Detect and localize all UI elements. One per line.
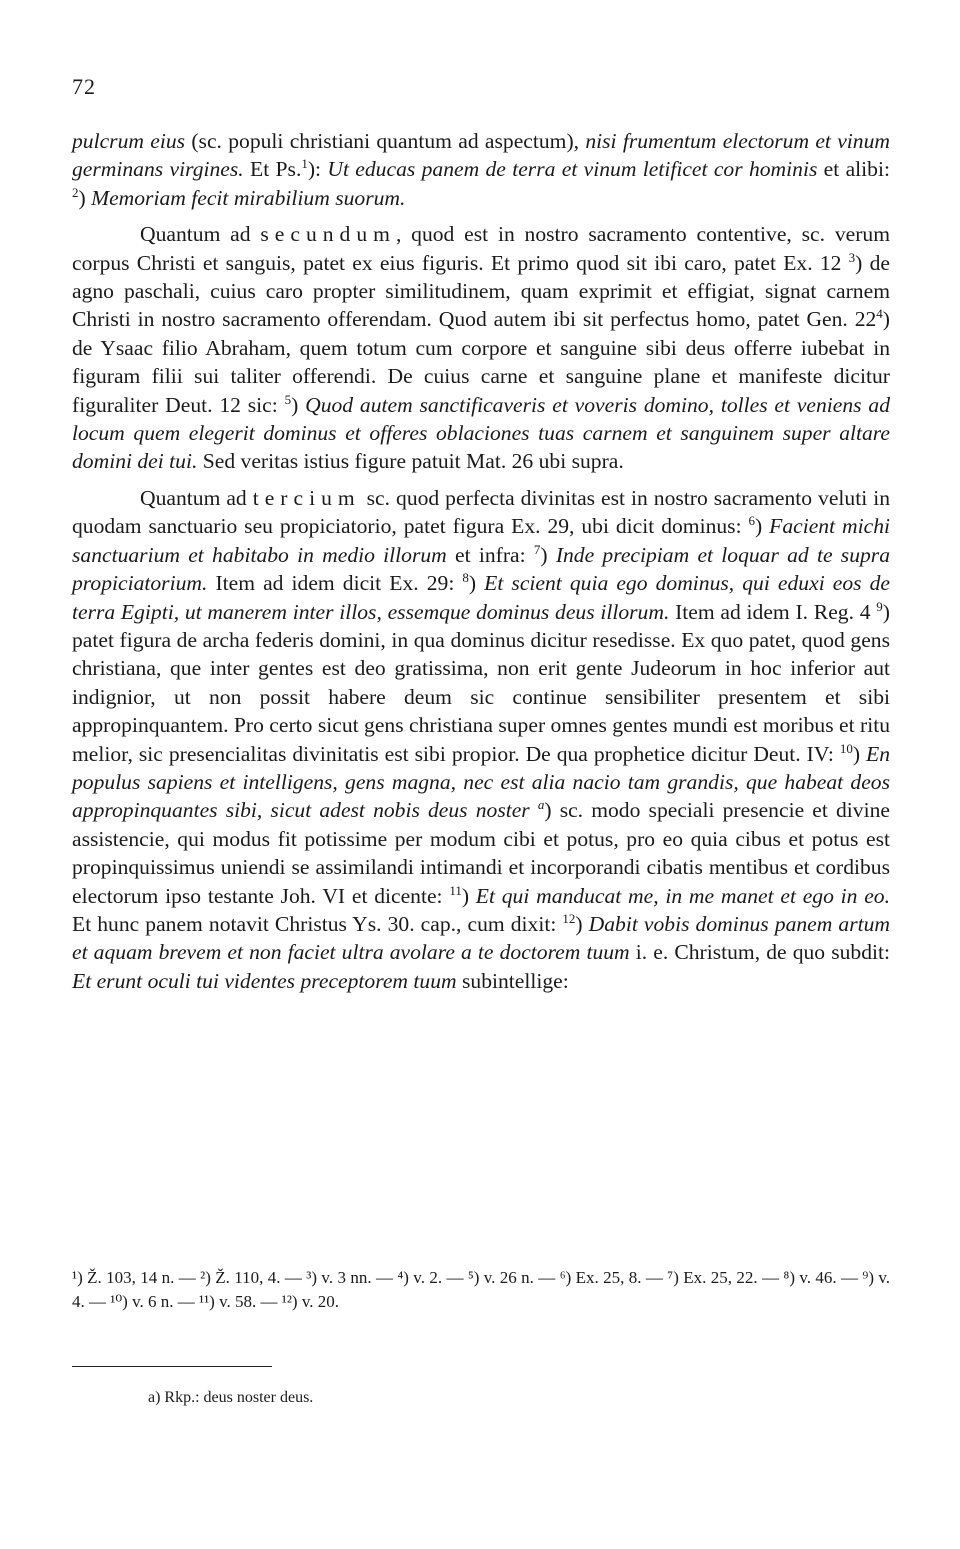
- text-run: Et hunc panem notavit Christus Ys. 30. cap., cum dixit:: [72, 911, 563, 936]
- text-run: sc. quod perfecta divinitas est in nostro sacramento veluti in quodam sanctuario seu propiciatorio, patet figura Ex. 29, ubi dicit dominus:: [72, 485, 891, 539]
- text-run: subintellige:: [456, 968, 569, 993]
- text-run: , quod est in nostro sacramento contentive, sc. verum corpus Christi et sanguis, patet ex eius figuris. Et primo quod sit ibi caro, patet Ex. 12: [72, 222, 890, 275]
- footnote-marker: 3: [848, 249, 856, 265]
- italic-quote: Et qui manducat me, in me manet et ego in eo.: [475, 883, 890, 908]
- footnote-marker: 10: [839, 740, 853, 756]
- paragraph: [72, 220, 890, 476]
- text-run: [530, 798, 538, 822]
- text-run: ): [461, 883, 476, 908]
- italic-quote: Et scient quia ego dominus, qui eduxi eos de terra Egipti, ut manerem inter illos, essemque dominus deus illorum.: [72, 571, 891, 624]
- text-run: ):: [307, 157, 328, 182]
- text-run: ): [540, 542, 556, 567]
- text-run: et alibi:: [817, 157, 890, 182]
- page-number: 72: [72, 74, 96, 99]
- text-run: ) sc. modo speciali presencie et divine assistencie, qui modus fit potissime per modum cibi et potus, pro eo quia cibus et potus est propinquissimus uniendi se assimilandi intimandi et incorporandi cibatis mentibus et cordibus electorum ipso testante Joh. VI et dicente:: [72, 798, 890, 908]
- footnotes: ¹) Ž. 103, 14 n. — ²) Ž. 110, 4. — ³) v. 3 nn. — ⁴) v. 2. — ⁵) v. 26 n. — ⁶) Ex. 25, 8. — ⁷) Ex. 25, 22. — ⁸) v. 46. — ⁹) v. 4. — ¹⁰) v. 6 n. — ¹¹) v. 58. — ¹²) v. 20.: [72, 1268, 890, 1311]
- footnote-marker: 8: [462, 570, 469, 586]
- italic-quote: pulcrum eius: [72, 129, 186, 153]
- text-run: (sc. populi christiani quantum ad aspectum),: [185, 129, 586, 153]
- text-run: i. e. Christum, de quo subdit:: [629, 940, 890, 965]
- footnote-marker: 6: [748, 513, 756, 529]
- footnote-divider: [72, 1366, 272, 1367]
- paragraph: [72, 127, 890, 212]
- text-run: ) de agno paschali, cuius caro propter similitudinem, quam exprimit et effigiat, signat carnem Christi in nostro sacramento offerendam. Quod autem ibi sit perfectus homo, patet Gen. 22: [72, 250, 890, 332]
- text-run: ): [78, 185, 92, 210]
- italic-quote: Facient michi sanctuarium et habitabo in medio illorum: [72, 514, 890, 567]
- text-run: ) de Ysaac filio Abraham, quem totum cum corpore et sanguine sibi deus offerre iubebat in figuram filii sui taliter offerendi. De cuius carne et sanguine plane et manifeste dicitur figuraliter Deut. 12 sic:: [72, 307, 890, 417]
- footnote-marker: 9: [876, 598, 883, 614]
- footnote-marker: 7: [533, 541, 541, 557]
- footnote-marker: 5: [284, 391, 292, 407]
- text-run: Item ad idem dicit Ex. 29:: [207, 571, 463, 596]
- italic-quote: Quod autem sanctificaveris et voveris domino, tolles et veniens ad locum quem elegerit dominus et offeres oblaciones tuas carnem et sanguinem super altare domini dei tui.: [72, 392, 890, 474]
- text-run: ): [755, 514, 770, 539]
- italic-quote: Memoriam fecit mirabilium suorum.: [91, 185, 406, 210]
- spaced-term: tercium: [252, 485, 361, 510]
- footnote-marker: 11: [449, 882, 462, 898]
- italic-quote: Dabit vobis dominus panem artum et aquam brevem et non faciet ultra avolare a te doctorem tuum: [72, 911, 890, 965]
- italic-quote: Inde precipiam et loquar ad te supra propiciatorium.: [72, 542, 890, 596]
- text-run: Et Ps.: [243, 157, 302, 182]
- main-text: [72, 127, 890, 995]
- apparatus-note: a) Rkp.: deus noster deus.: [148, 1389, 314, 1406]
- text-run: Quantum ad: [140, 222, 261, 247]
- footnote-marker: a: [537, 797, 545, 813]
- footnote-marker: 1: [301, 156, 308, 172]
- italic-quote: Et erunt oculi tui videntes preceptorem tuum: [72, 968, 457, 993]
- footnote-marker: 2: [72, 184, 79, 200]
- text-run: et infra:: [446, 542, 534, 567]
- spaced-term: secundum: [260, 222, 396, 247]
- text-run: ) patet figura de archa federis domini, in qua dominus dicitur resedisse. Ex quo patet, quod gens christiana, que inter gentes est deo gratissima, non erit gente Judeorum in hoc inferior aut indignior, ut non possit habere deum sic continue sensibiliter presentem et sibi appropinquantem. Pro certo sicut gens christiana super omnes gentes mundi est moribus et ritu melior, sic presencialitas divinitatis est sibi propior. De qua prophetice dicitur Deut. IV:: [72, 599, 890, 766]
- text-run: Quantum ad: [140, 485, 253, 510]
- italic-quote: nisi frumentum electorum et vinum germinans virgines.: [72, 129, 890, 182]
- italic-quote: Ut educas panem de terra et vinum letificet cor hominis: [327, 157, 818, 182]
- footnote-marker: 4: [876, 306, 883, 322]
- paragraph: [72, 484, 890, 995]
- footnote-marker: 12: [562, 910, 576, 926]
- italic-quote: En populus sapiens et intelligens, gens magna, nec est alia nacio tam grandis, que habeat deos appropinquantes sibi, sicut adest nobis deus noster: [72, 741, 890, 823]
- text-run: ): [575, 911, 589, 936]
- text-run: ): [468, 571, 485, 596]
- text-run: ): [291, 392, 306, 417]
- text-run: Sed veritas istius figure patuit Mat. 26 ubi supra.: [197, 449, 624, 474]
- text-run: ): [852, 741, 866, 766]
- text-run: Item ad idem I. Reg. 4: [669, 599, 877, 624]
